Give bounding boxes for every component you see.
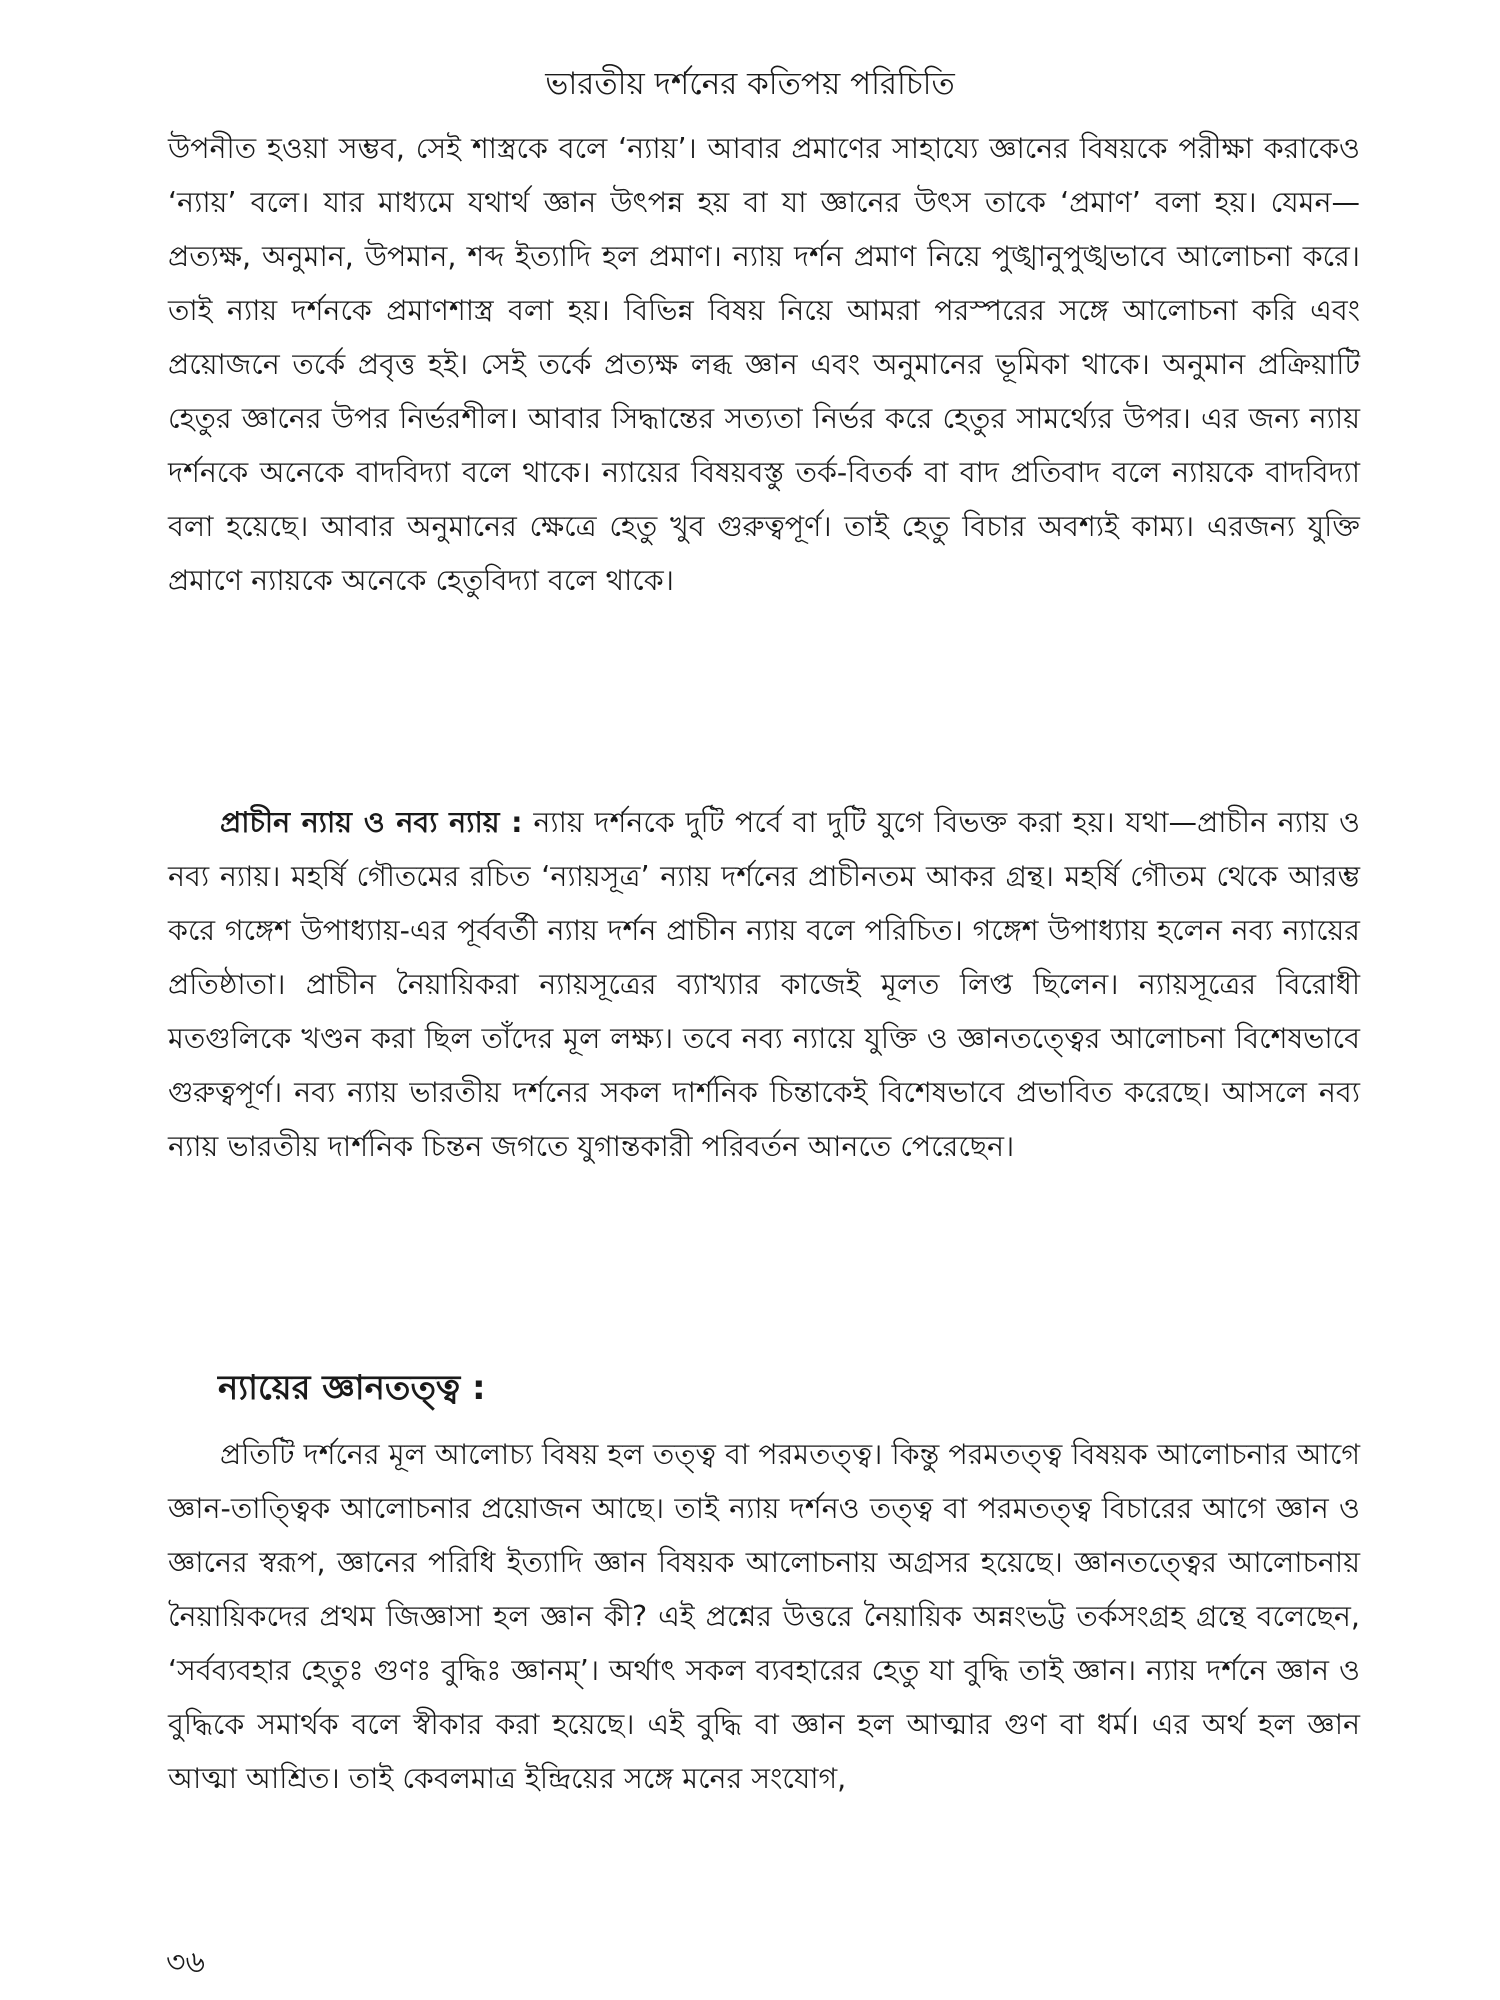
running-header: ভারতীয় দর্শনের কতিপয় পরিচিতি — [545, 66, 955, 102]
paragraph-ancient-and-new-nyaya — [168, 796, 1360, 1174]
run-in-heading: প্রাচীন ন্যায় ও নব্য ন্যায় : — [220, 806, 523, 839]
page-number: ৩৬ — [166, 1945, 206, 1980]
section-heading: ন্যায়ের জ্ঞানতত্ত্ব : — [218, 1368, 486, 1408]
paragraph-text — [168, 796, 1360, 1174]
paragraph-body: ন্যায় দর্শনকে দুটি পর্বে বা দুটি যুগে বিভক্ত করা হয়। যথা—প্রাচীন ন্যায় ও নব্য ন্যায়। মহর্ষি গৌতমের রচিত ‘ন্যায়সূত্র’ ন্যায় দর্শনের প্রাচীনতম আকর গ্রন্থ। মহর্ষি গৌতম থেকে আরম্ভ করে গঙ্গেশ উপাধ্যায়-এর পূর্ববর্তী ন্যায় দর্শন প্রাচীন ন্যায় বলে পরিচিত। গঙ্গেশ উপাধ্যায় হলেন নব্য ন্যায়ের প্রতিষ্ঠাতা। প্রাচীন নৈয়ায়িকরা ন্যায়সূত্রের ব্যাখ্যার কাজেই মূলত লিপ্ত ছিলেন। ন্যায়সূত্রের বিরোধী মতগুলিকে খণ্ডন করা ছিল তাঁদের মূল লক্ষ্য। তবে নব্য ন্যায়ে যুক্তি ও জ্ঞানতত্ত্বের আলোচনা বিশেষভাবে গুরুত্বপূর্ণ। নব্য ন্যায় ভারতীয় দর্শনের সকল দার্শনিক চিন্তাকেই বিশেষভাবে প্রভাবিত করেছে। আসলে নব্য ন্যায় ভারতীয় দার্শনিক চিন্তন জগতে যুগান্তকারী পরিবর্তন আনতে পেরেছেন। — [168, 806, 1360, 1163]
paragraph-text: প্রতিটি দর্শনের মূল আলোচ্য বিষয় হল তত্ত্ব বা পরমতত্ত্ব। কিন্তু পরমতত্ত্ব বিষয়ক আলোচনার আগে জ্ঞান-তাত্ত্বিক আলোচনার প্রয়োজন আছে। তাই ন্যায় দর্শনও তত্ত্ব বা পরমতত্ত্ব বিচারের আগে জ্ঞান ও জ্ঞানের স্বরূপ, জ্ঞানের পরিধি ইত্যাদি জ্ঞান বিষয়ক আলোচনায় অগ্রসর হয়েছে। জ্ঞানতত্ত্বের আলোচনায় নৈয়ায়িকদের প্রথম জিজ্ঞাসা হল জ্ঞান কী? এই প্রশ্নের উত্তরে নৈয়ায়িক অন্নংভট্ট তর্কসংগ্রহ গ্রন্থে বলেছেন, ‘সর্বব্যবহার হেতুঃ গুণঃ বুদ্ধিঃ জ্ঞানম্’। অর্থাৎ সকল ব্যবহারের হেতু যা বুদ্ধি তাই জ্ঞান। ন্যায় দর্শনে জ্ঞান ও বুদ্ধিকে সমার্থক বলে স্বীকার করা হয়েছে। এই বুদ্ধি বা জ্ঞান হল আত্মার গুণ বা ধর্ম। এর অর্থ হল জ্ঞান আত্মা আশ্রিত। তাই কেবলমাত্র ইন্দ্রিয়ের সঙ্গে মনের সংযোগ, — [168, 1438, 1360, 1795]
paragraph-epistemology — [168, 1428, 1360, 1806]
paragraph-nyaya-definition — [168, 122, 1360, 608]
paragraph-text: উপনীত হওয়া সম্ভব, সেই শাস্ত্রকে বলে ‘ন্যায়’। আবার প্রমাণের সাহায্যে জ্ঞানের বিষয়কে পরীক্ষা করাকেও ‘ন্যায়’ বলে। যার মাধ্যমে যথার্থ জ্ঞান উৎপন্ন হয় বা যা জ্ঞানের উৎস তাকে ‘প্রমাণ’ বলা হয়। যেমন—প্রত্যক্ষ, অনুমান, উপমান, শব্দ ইত্যাদি হল প্রমাণ। ন্যায় দর্শন প্রমাণ নিয়ে পুঙ্খানুপুঙ্খভাবে আলোচনা করে। তাই ন্যায় দর্শনকে প্রমাণশাস্ত্র বলা হয়। বিভিন্ন বিষয় নিয়ে আমরা পরস্পরের সঙ্গে আলোচনা করি এবং প্রয়োজনে তর্কে প্রবৃত্ত হই। সেই তর্কে প্রত্যক্ষ লব্ধ জ্ঞান এবং অনুমানের ভূমিকা থাকে। অনুমান প্রক্রিয়াটি হেতুর জ্ঞানের উপর নির্ভরশীল। আবার সিদ্ধান্তের সত্যতা নির্ভর করে হেতুর সামর্থ্যের উপর। এর জন্য ন্যায় দর্শনকে অনেকে বাদবিদ্যা বলে থাকে। ন্যায়ের বিষয়বস্তু তর্ক-বিতর্ক বা বাদ প্রতিবাদ বলে ন্যায়কে বাদবিদ্যা বলা হয়েছে। আবার অনুমানের ক্ষেত্রে হেতু খুব গুরুত্বপূর্ণ। তাই হেতু বিচার অবশ্যই কাম্য। এরজন্য যুক্তি প্রমাণে ন্যায়কে অনেকে হেতুবিদ্যা বলে থাকে। — [168, 132, 1360, 597]
